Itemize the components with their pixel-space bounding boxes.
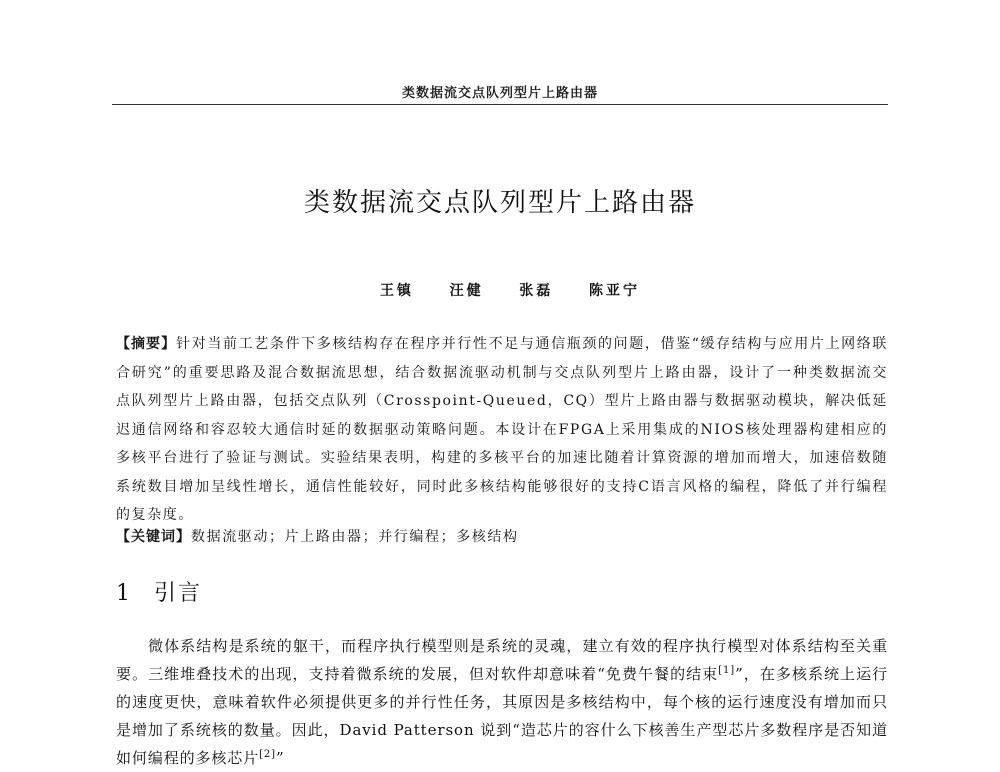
- paragraph-text: ”: [275, 749, 285, 767]
- running-head: 类数据流交点队列型片上路由器: [401, 86, 598, 101]
- citation-ref[interactable]: [1]: [718, 665, 736, 676]
- paragraph-text: 微体系结构是系统的躯干，而程序执行模型则是系统的灵魂，建立有效的程序执行模型对体系结构至关重要。三维堆叠技术的出现，支持着微系统的发展，但对软件却意味着“免费午餐的结束: [116, 637, 888, 683]
- paragraph-text: ”，在多核系统上运行的速度更快，意味着软件必须提供更多的并行性任务，其原因是多核结构中，每个核的运行速度没有增加而只是增加了系统核的数量。因此，David Patterson 说到“造芯片的容什么下核善生产型芯片多数程序是否知道如何编程的多核芯片: [116, 665, 889, 767]
- abstract-text: 针对当前工艺条件下多核结构存在程序并行性不足与通信瓶颈的问题，借鉴“缓存结构与应用片上网络联合研究”的重要思路及混合数据流思想，结合数据流驱动机制与交点队列型片上路由器，设计了一种类数据流交点队列型片上路由器，包括交点队列（Crosspoint-Queued，CQ）型片上路由器与数据驱动模块，解决低延迟通信网络和容忍较大通信时延的数据驱动策略问题。本设计在FPGA上采用集成的NIOS核处理器构建相应的多核平台进行了验证与测试。实验结果表明，构建的多核平台的加速比随着计算资源的增加而增大，加速倍数随系统数目增加呈线性增长，通信性能较好，同时此多核结构能够很好的支持C语言风格的编程，降低了并行编程的复杂度。: [116, 336, 888, 523]
- keywords: [116, 526, 888, 546]
- paper-title: 类数据流交点队列型片上路由器: [303, 188, 696, 218]
- author: 汪健: [449, 283, 484, 299]
- citation-ref[interactable]: [2]: [259, 749, 276, 760]
- author: 张磊: [519, 283, 554, 299]
- abstract-label: 【摘要】: [116, 336, 177, 352]
- section-title: 引言: [154, 581, 203, 606]
- section-number: 1: [116, 581, 132, 606]
- author: 陈亚宁: [588, 283, 640, 299]
- keywords-text: 数据流驱动；片上路由器；并行编程；多核结构: [191, 529, 519, 545]
- header-rule: [112, 104, 888, 105]
- keywords-label: 【关键词】: [116, 529, 191, 545]
- abstract: [116, 330, 888, 530]
- author: 王镇: [380, 283, 414, 299]
- section-heading: [116, 576, 202, 607]
- body-paragraph: [116, 632, 888, 772]
- author-list: [380, 280, 640, 300]
